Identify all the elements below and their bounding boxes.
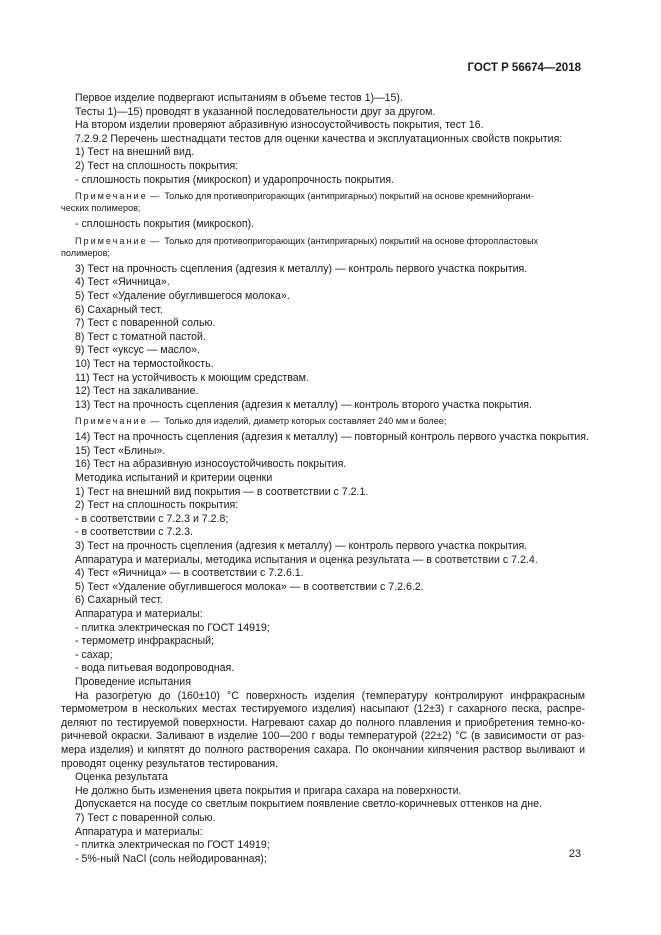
text-line: Аппаратура и материалы, методика испытания и оценка результата — в соответствии с 7.2.4. xyxy=(75,553,538,566)
paragraph-line: деляют по тестируемой поверхности. Нагревают сахар до полного плавления и приобретения темно-ко- xyxy=(61,716,585,729)
text-line: Тесты 1)—15) проводят в указанной последовательности друг за другом. xyxy=(75,105,436,118)
text-line: - в соответствии с 7.2.3 и 7.2.8; xyxy=(75,512,229,525)
text-line: 9) Тест «уксус — масло». xyxy=(75,344,200,357)
note-text: Только для изделий, диаметр которых составляет 240 мм и более; xyxy=(164,416,447,427)
text-line: - сплошность покрытия (микроскоп) и ударопрочность покрытия. xyxy=(75,173,395,186)
text-line: - в соответствии с 7.2.3. xyxy=(75,526,193,539)
text-line: 4) Тест «Яичница» — в соответствии с 7.2.6.1. xyxy=(75,567,304,580)
text-line: 7.2.9.2 Перечень шестнадцати тестов для оценки качества и эксплуатационных свойств покрытия: xyxy=(75,132,563,145)
text-line: 16) Тест на абразивную износоустойчивость покрытия. xyxy=(75,458,347,471)
text-line: 6) Сахарный тест. xyxy=(75,594,163,607)
text-line: Первое изделие подвергают испытаниям в объеме тестов 1)—15). xyxy=(75,92,403,104)
paragraph-line: На разогретую до (160±10) °С поверхность изделия (температуру контролируют инфракрасным xyxy=(75,689,585,702)
text-line: Аппаратура и материалы: xyxy=(75,608,203,620)
text-line: Не должно быть изменения цвета покрытия и пригара сахара на поверхности. xyxy=(75,784,462,797)
paragraph-line: ричневой окраски. Заливают в изделие 100—200 г воды температурой (22±2) °С (в зависимости от раз- xyxy=(61,730,585,743)
page-number: 23 xyxy=(568,848,581,860)
note-text: Только для противопригорающих (антипригарных) покрытий на основе кремнийоргани- xyxy=(164,191,534,202)
text-line: 2) Тест на сплошность покрытия: xyxy=(75,499,239,512)
text-line: 13) Тест на прочность сцепления (адгезия к металлу) — контроль второго участка покрытия. xyxy=(75,398,532,411)
text-line: Оценка результата xyxy=(75,771,168,784)
paragraph-line: термометром в нескольких местах тестируемого изделия) насыпают (12±3) г сахарного песка, распре- xyxy=(61,703,585,716)
text-line: 15) Тест «Блины». xyxy=(75,444,166,457)
text-line: Аппаратура и материалы: xyxy=(75,825,203,838)
text-line: 6) Сахарный тест. xyxy=(75,303,163,316)
text-line: 1) Тест на внешний вид покрытия — в соответствии с 7.2.1. xyxy=(75,485,369,498)
text-line: Допускается на посуде со светлым покрытием появление светло-коричневых оттенков на дне. xyxy=(75,798,542,811)
text-line: - термометр инфракрасный; xyxy=(75,635,214,648)
note-dash: — xyxy=(150,235,160,246)
paragraph-line: мера изделия) и кипятят до полного растворения сахара. По окончании кипячения раствор выливают и xyxy=(61,743,585,756)
paragraph xyxy=(61,690,585,772)
text-line: Проведение испытания xyxy=(75,675,191,688)
text-line: - плитка электрическая по ГОСТ 14919; xyxy=(75,621,270,634)
text-line: 14) Тест на прочность сцепления (адгезия к металлу) — повторный контроль первого участка покрытия. xyxy=(75,431,589,444)
note-label: Примечание xyxy=(75,191,148,202)
note xyxy=(61,190,585,214)
text-line: 1) Тест на внешний вид. xyxy=(75,146,195,159)
text-line: 3) Тест на прочность сцепления (адгезия к металлу) — контроль первого участка покрытия. xyxy=(75,262,528,275)
paragraph-line: проводят оценку результатов тестирования. xyxy=(61,757,279,770)
note-dash: — xyxy=(150,416,160,427)
text-line: 5) Тест «Удаление обуглившегося молока». xyxy=(75,289,290,302)
text-line: 3) Тест на прочность сцепления (адгезия к металлу) — контроль первого участка покрытия. xyxy=(75,540,528,553)
text-line: 12) Тест на закаливание. xyxy=(75,385,199,398)
note-label: Примечание xyxy=(75,416,148,427)
text-line: 5) Тест «Удаление обуглившегося молока» — в соответствии с 7.2.6.2. xyxy=(75,580,424,593)
text-line: 4) Тест «Яичница». xyxy=(75,276,170,289)
text-block xyxy=(75,431,589,689)
text-line: - сплошность покрытия (микроскоп). xyxy=(75,218,255,231)
document-code: ГОСТ Р 56674—2018 xyxy=(467,62,581,74)
note-text: ческих полимеров; xyxy=(61,203,141,214)
note-text: Только для противопригорающих (антипригарных) покрытий на основе фторопластовых xyxy=(164,235,539,246)
text-block xyxy=(75,263,585,413)
text-line: - вода питьевая водопроводная. xyxy=(75,662,235,675)
text-line: 11) Тест на устойчивость к моющим средствам. xyxy=(75,371,309,384)
text-line: - 5%-ный NaCl (соль нейодированная); xyxy=(75,852,267,865)
text-line: 2) Тест на сплошность покрытия: xyxy=(75,159,239,172)
text-block xyxy=(75,92,585,187)
page-body xyxy=(61,92,589,866)
text-line: - плитка электрическая по ГОСТ 14919; xyxy=(75,839,270,852)
text-line: 8) Тест с томатной пастой. xyxy=(75,330,206,343)
note xyxy=(61,235,585,259)
text-line: На втором изделии проверяют абразивную износоустойчивость покрытия, тест 16. xyxy=(75,119,484,132)
text-block xyxy=(75,771,585,866)
text-line: Методика испытаний и критерии оценки xyxy=(75,472,273,485)
text-line: 10) Тест на термостойкость. xyxy=(75,357,214,370)
text-line: 7) Тест с поваренной солью. xyxy=(75,811,216,824)
note xyxy=(75,415,585,427)
note-dash: — xyxy=(150,191,160,202)
text-line: - сахар; xyxy=(75,648,113,661)
note-label: Примечание xyxy=(75,235,148,246)
text-line: 7) Тест с поваренной солью. xyxy=(75,317,216,330)
note-text: полимеров; xyxy=(61,247,110,258)
